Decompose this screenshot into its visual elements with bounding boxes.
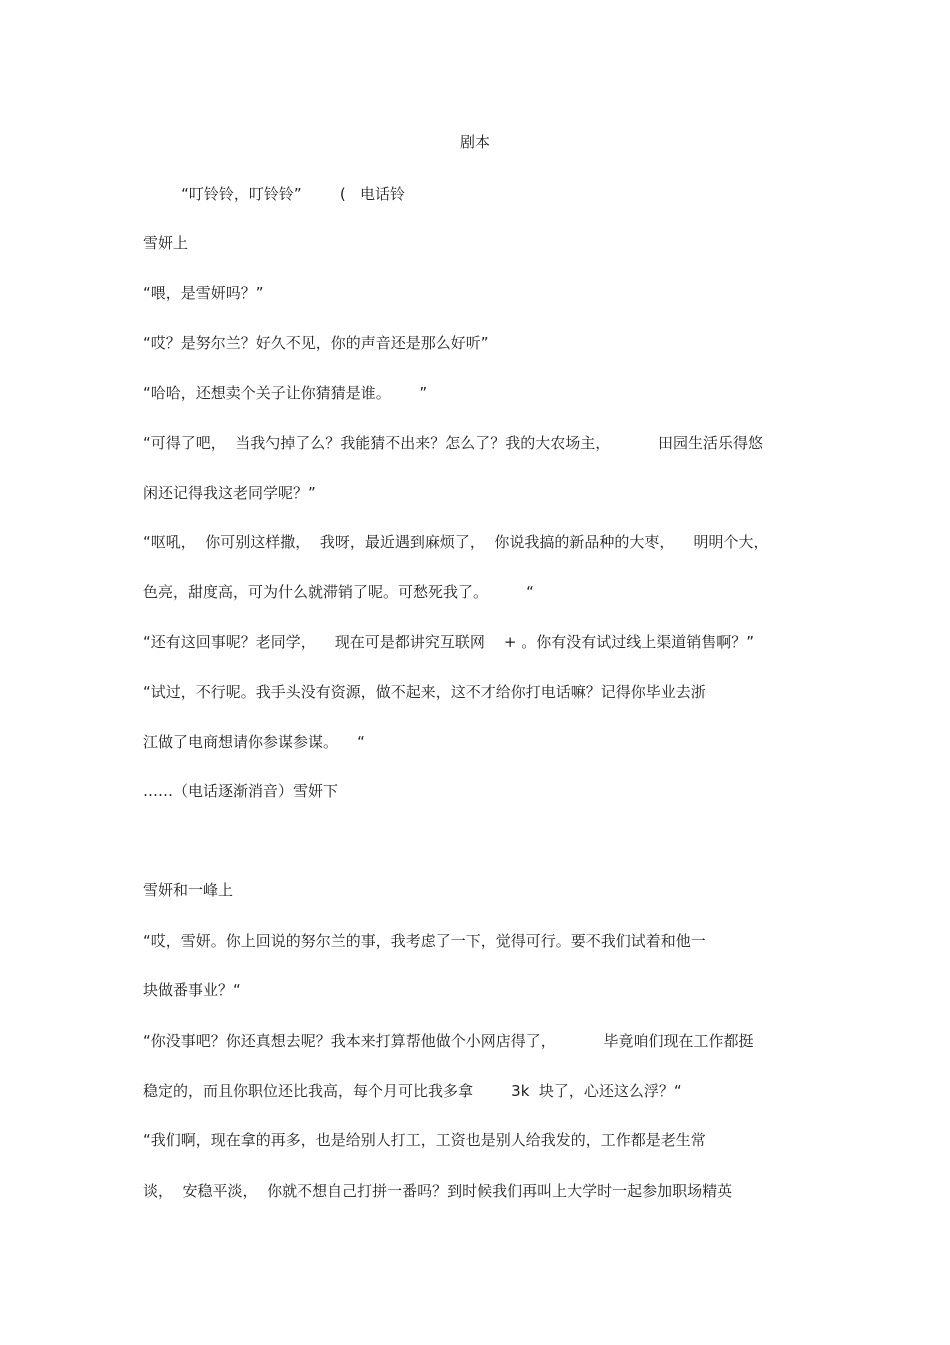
dialogue-line: “哈哈，还想卖个关子让你猜猜是谁。 ”	[143, 384, 428, 402]
stage-direction-enter: 雪妍和一峰上	[143, 881, 234, 899]
dialogue-line: “哎？是努尔兰？好久不见，你的声音还是那么好听”	[143, 334, 489, 352]
script-line-ring: “叮铃铃，叮铃铃” ( 电话铃	[143, 185, 405, 203]
dialogue-line: “呕吼， 你可别这样撒， 我呀，最近遇到麻烦了， 你说我搞的新品种的大枣， 明明个大，	[143, 533, 769, 551]
dialogue-line: “试过，不行呢。我手头没有资源，做不起来，这不才给你打电话嘛？记得你毕业去浙	[143, 683, 706, 701]
dialogue-line-continued: 色亮，甜度高，可为什么就滞销了呢。可愁死我了。 “	[143, 583, 534, 601]
page-title: 剧本	[459, 133, 490, 151]
dialogue-line: “可得了吧， 当我勺掉了么？我能猜不出来？怎么了？我的大农场主， 田园生活乐得悠	[143, 434, 763, 452]
dialogue-line-continued: 稳定的，而且你职位还比我高，每个月可比我多拿 3k 块了，心还这么浮？“	[143, 1082, 682, 1100]
stage-direction-enter: 雪妍上	[143, 234, 189, 252]
dialogue-line-continued: 块做番事业？“	[143, 981, 241, 999]
stage-direction-exit: ……（电话逐渐消音）雪妍下	[143, 782, 339, 800]
dialogue-line-continued: 谈， 安稳平淡， 你就不想自己打拼一番吗？到时候我们再叫上大学时一起参加职场精英	[143, 1182, 733, 1200]
dialogue-line: “你没事吧？你还真想去呢？我本来打算帮他做个小网店得了， 毕竟咱们现在工作都挺	[143, 1032, 754, 1050]
dialogue-line: “哎，雪妍。你上回说的努尔兰的事，我考虑了一下，觉得可行。要不我们试着和他一	[143, 932, 706, 950]
dialogue-line-continued: 闲还记得我这老同学呢？”	[143, 484, 316, 502]
dialogue-line: “喂，是雪妍吗？”	[143, 284, 264, 302]
dialogue-line: “还有这回事呢？老同学， 现在可是都讲究互联网 + 。你有没有试过线上渠道销售啊？”	[143, 633, 755, 651]
dialogue-line: “我们啊，现在拿的再多，也是给别人打工，工资也是别人给我发的，工作都是老生常	[143, 1131, 706, 1149]
dialogue-line-continued: 江做了电商想请你参谋参谋。 “	[143, 733, 365, 751]
